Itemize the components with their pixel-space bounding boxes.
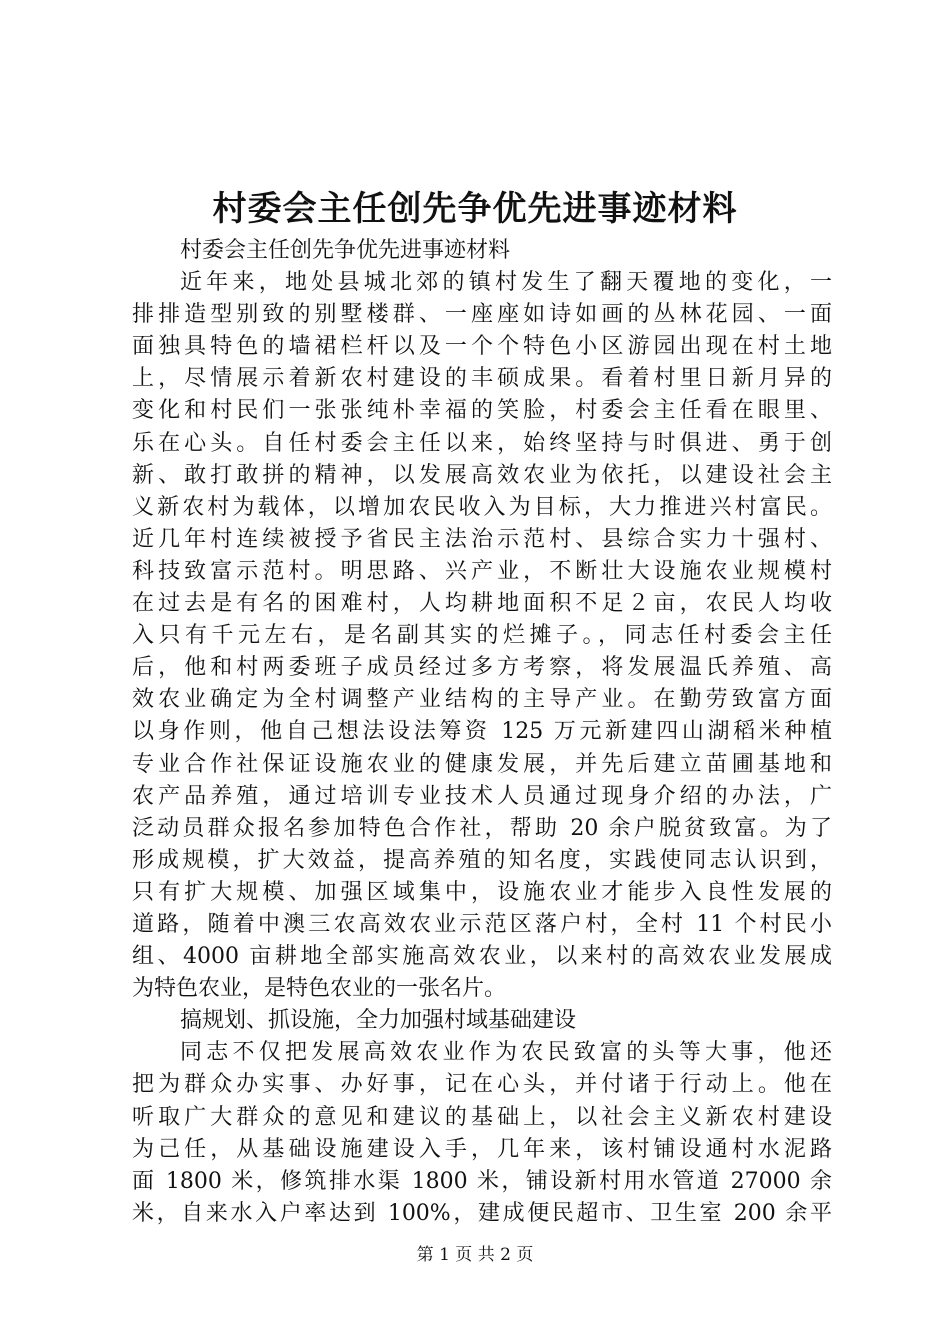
paragraph-line: 组、4000 亩耕地全部实施高效农业，以来村的高效农业发展成: [132, 944, 832, 970]
paragraph-line: 听取广大群众的意见和建议的基础上，以社会主义新农村建设: [132, 1104, 832, 1130]
paragraph-line: 专业合作社保证设施农业的健康发展，并先后建立苗圃基地和: [132, 751, 832, 777]
paragraph-line: 排排造型别致的别墅楼群、一座座如诗如画的丛林花园、一面: [132, 302, 832, 328]
paragraph-line: 上，尽情展示着新农村建设的丰硕成果。看着村里日新月异的: [132, 366, 832, 392]
paragraph-line: 只有扩大规模、加强区域集中，设施农业才能步入良性发展的: [132, 879, 832, 905]
document-title: 村委会主任创先争优先进事迹材料: [212, 189, 738, 229]
paragraph-line: 为己任，从基础设施建设入手，几年来，该村铺设通村水泥路: [132, 1136, 832, 1162]
page-number-footer: 第 1 页 共 2 页: [416, 1245, 534, 1265]
paragraph-line: 道路，随着中澳三农高效农业示范区落户村，全村 11 个村民小: [132, 911, 832, 937]
paragraph-line: 变化和村民们一张张纯朴幸福的笑脸，村委会主任看在眼里、: [132, 398, 832, 424]
paragraph-subtitle-line: 村委会主任创先争优先进事迹材料: [180, 238, 511, 263]
paragraph-line: 面独具特色的墙裙栏杆以及一个个特色小区游园出现在村土地: [132, 334, 832, 360]
paragraph-line: 义新农村为载体，以增加农民收入为目标，大力推进兴村富民。: [132, 494, 832, 520]
paragraph-line: 入只有千元左右，是名副其实的烂摊子。，同志任村委会主任: [132, 623, 832, 649]
paragraph-line: 近年来，地处县城北郊的镇村发生了翻天覆地的变化，一: [180, 270, 832, 296]
paragraph-line: 新、敢打敢拼的精神，以发展高效农业为依托，以建设社会主: [132, 462, 832, 488]
paragraph-line: 农产品养殖，通过培训专业技术人员通过现身介绍的办法，广: [132, 783, 832, 809]
paragraph-line: 在过去是有名的困难村，人均耕地面积不足２亩，农民人均收: [132, 591, 832, 617]
paragraph-line: 乐在心头。自任村委会主任以来，始终坚持与时俱进、勇于创: [132, 430, 832, 456]
paragraph-line: 米，自来水入户率达到 100%，建成便民超市、卫生室 200 余平: [132, 1200, 832, 1226]
paragraph-line: 以身作则，他自己想法设法筹资 125 万元新建四山湖稻米种植: [132, 719, 832, 745]
paragraph-line: 效农业确定为全村调整产业结构的主导产业。在勤劳致富方面: [132, 687, 832, 713]
paragraph-line: 为特色农业，是特色农业的一张名片。: [132, 976, 507, 1002]
paragraph-line: 面 1800 米，修筑排水渠 1800 米，铺设新村用水管道 27000 余: [132, 1168, 832, 1194]
section-heading-line: 搞规划、抓设施，全力加强村域基础建设: [180, 1008, 577, 1034]
document-body: [132, 235, 832, 1230]
paragraph-line: 把为群众办实事、办好事，记在心头，并付诸于行动上。他在: [132, 1072, 832, 1098]
paragraph-line: 同志不仅把发展高效农业作为农民致富的头等大事，他还: [180, 1040, 832, 1066]
paragraph-line: 科技致富示范村。明思路、兴产业，不断壮大设施农业规模村: [132, 558, 832, 584]
paragraph-line: 后，他和村两委班子成员经过多方考察，将发展温氏养殖、高: [132, 655, 832, 681]
paragraph-line: 近几年村连续被授予省民主法治示范村、县综合实力十强村、: [132, 526, 832, 552]
paragraph-line: 形成规模，扩大效益，提高养殖的知名度，实践使同志认识到，: [132, 847, 832, 873]
paragraph-line: 泛动员群众报名参加特色合作社，帮助 20 余户脱贫致富。为了: [132, 815, 832, 841]
